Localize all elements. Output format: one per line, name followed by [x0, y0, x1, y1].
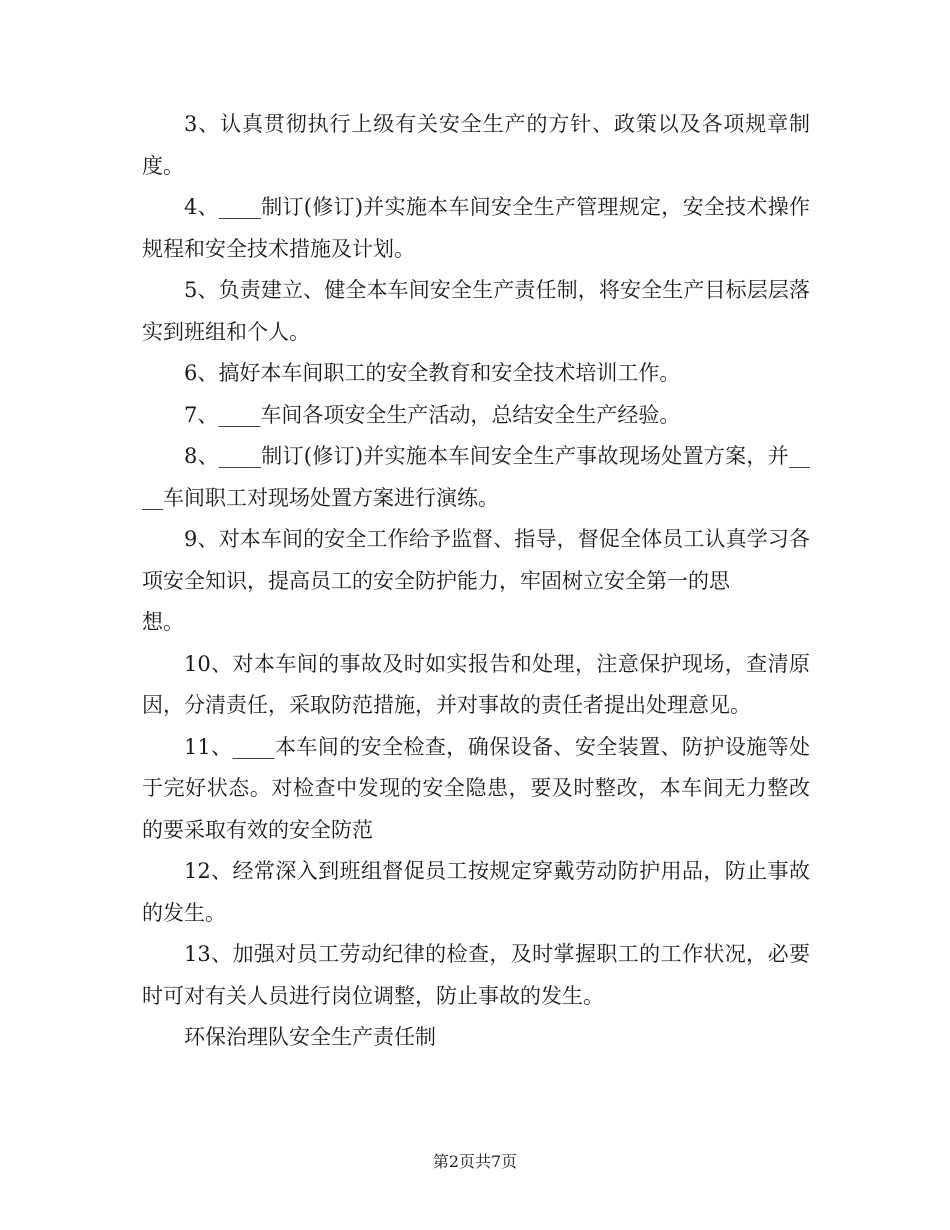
paragraph-item-7: 7、____车间各项安全生产活动，总结安全生产经验。: [184, 402, 681, 427]
document-body: [142, 104, 810, 1059]
paragraph-item-6: 6、搞好本车间职工的安全教育和安全技术培训工作。: [184, 361, 681, 385]
paragraph-item-8: 8、____制订(修订)并实施本车间安全生产事故现场处置方案，并____车间职工对现场处置方案进行演练。: [142, 444, 810, 510]
paragraph-item-11: 11、____本车间的安全检查，确保设备、安全装置、防护设施等处于完好状态。对检查中发现的安全隐患，要及时整改，本车间无力整改的要采取有效的安全防范: [142, 734, 810, 842]
section-heading: 环保治理队安全生产责任制: [184, 1025, 436, 1049]
paragraph-item-9: 9、对本车间的安全工作给予监督、指导，督促全体员工认真学习各项安全知识，提高员工的安全防护能力，牢固树立安全第一的思 想。: [142, 527, 810, 634]
paragraph-item-10: 10、对本车间的事故及时如实报告和处理，注意保护现场，查清原因，分清责任，采取防范措施，并对事故的责任者提出处理意见。: [142, 651, 810, 717]
paragraph-item-5: 5、负责建立、健全本车间安全生产责任制，将安全生产目标层层落实到班组和个人。: [142, 278, 810, 344]
paragraph-item-3: 3、认真贯彻执行上级有关安全生产的方针、政策以及各项规章制度。: [142, 112, 810, 178]
paragraph-item-13: 13、加强对员工劳动纪律的检查，及时掌握职工的工作状况，必要时可对有关人员进行岗位调整，防止事故的发生。: [142, 942, 810, 1008]
page-number-footer: 第2页共7页: [432, 1152, 518, 1171]
paragraph-item-12: 12、经常深入到班组督促员工按规定穿戴劳动防护用品，防止事故的发生。: [142, 859, 810, 925]
paragraph-item-4: 4、____制订(修订)并实施本车间安全生产管理规定，安全技术操作规程和安全技术措施及计划。: [142, 195, 810, 261]
